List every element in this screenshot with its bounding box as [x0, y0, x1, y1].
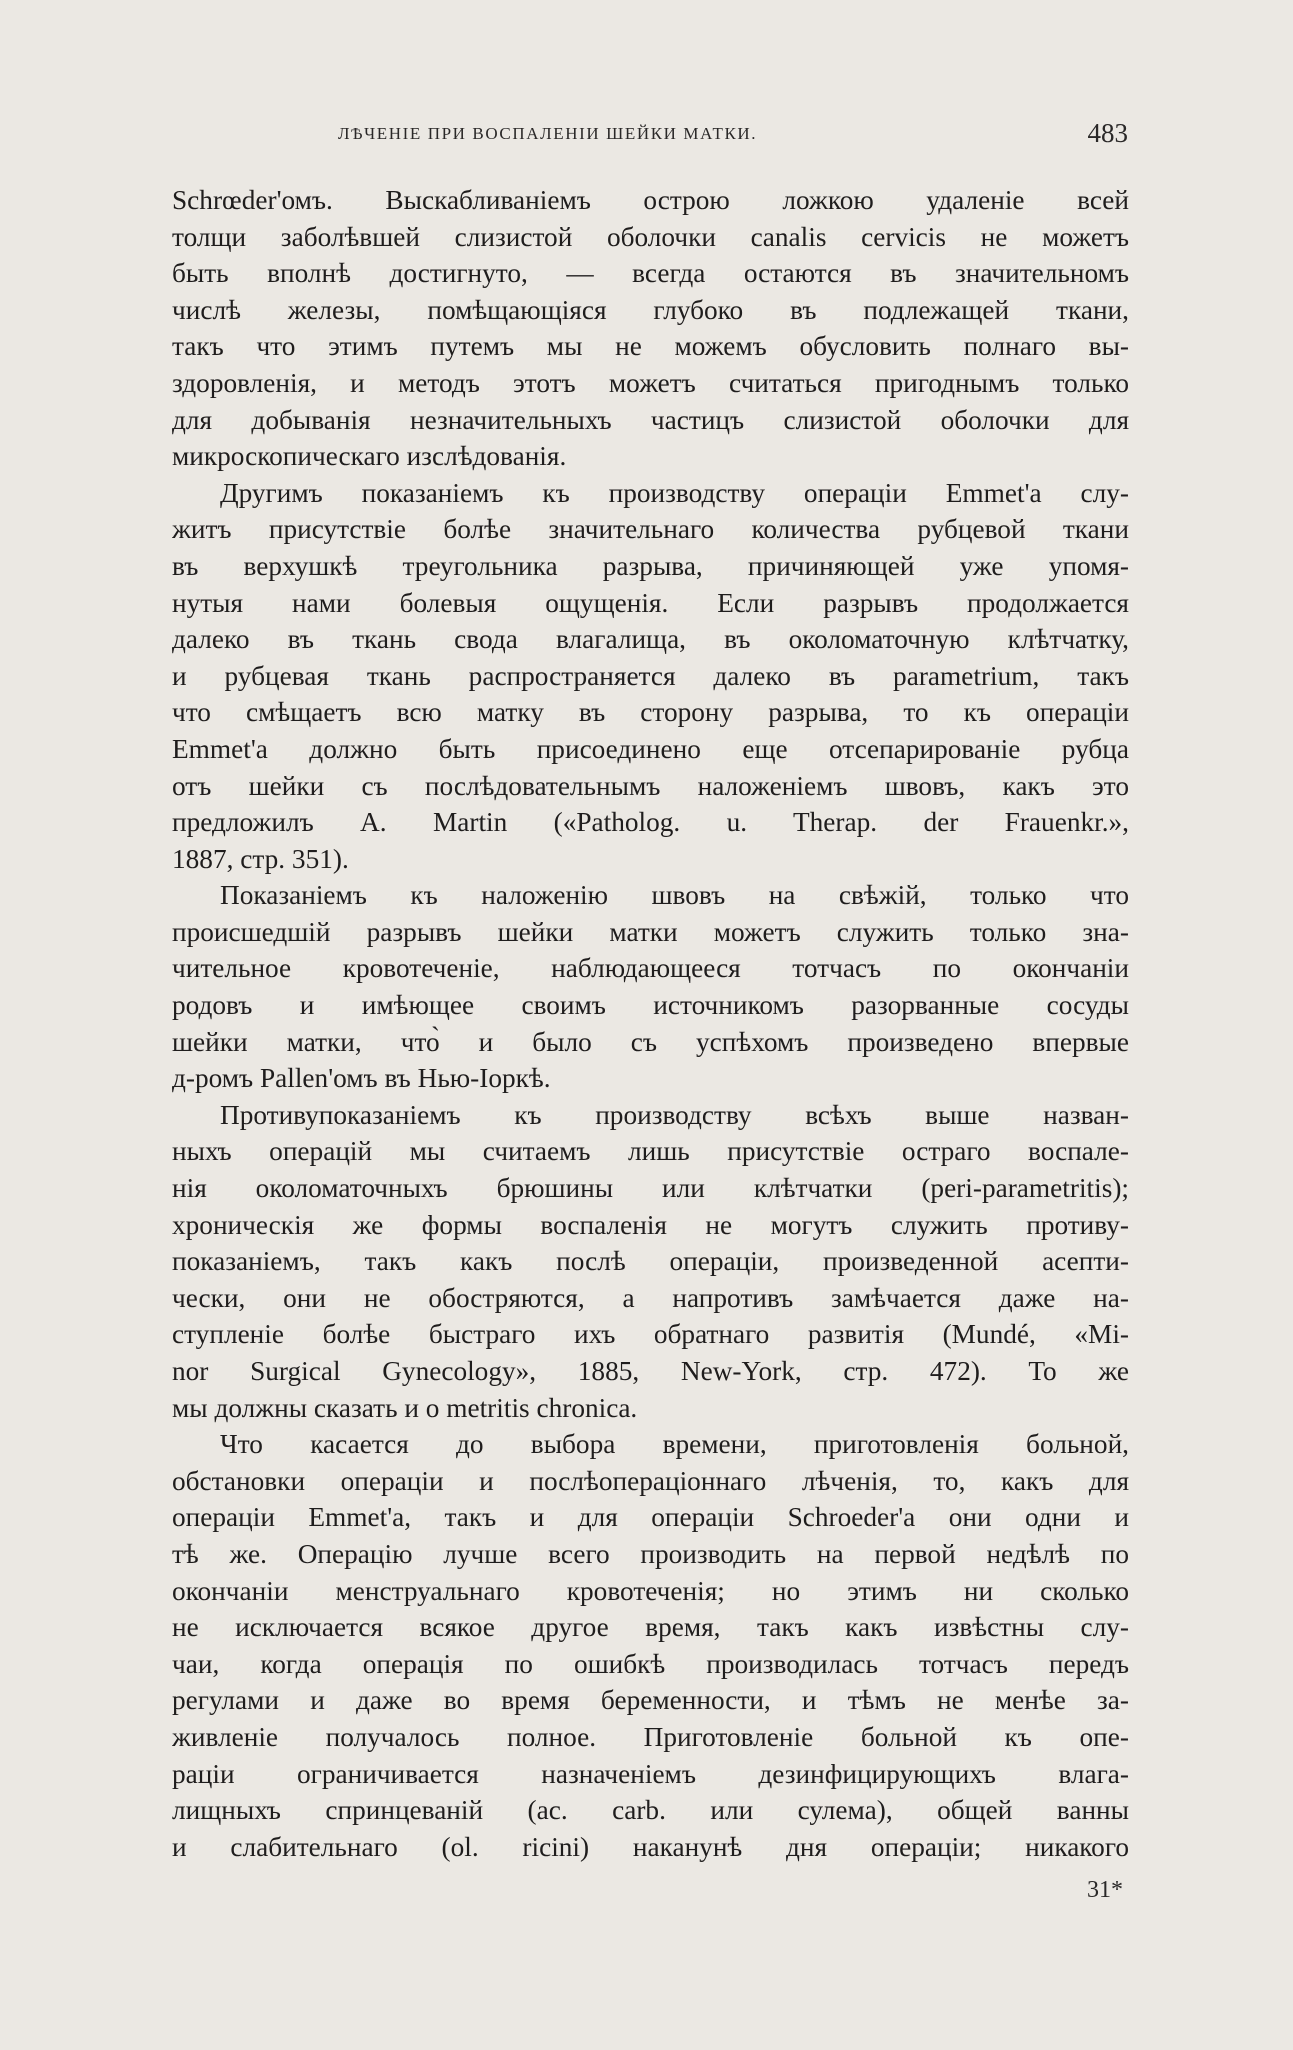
text-line: чительное кровотеченіе, наблюдающееся тотчасъ по окончаніи: [172, 953, 1129, 984]
text-line: быть вполнѣ достигнуто, — всегда остаются въ значительномъ: [172, 258, 1129, 289]
text-line: шейки матки, что̀ и было съ успѣхомъ произведено впервые: [172, 1026, 1129, 1057]
text-line: житъ присутствіе болѣе значительнаго количества рубцевой ткани: [172, 514, 1129, 545]
text-line: чаи, когда операція по ошибкѣ производилась тотчасъ передъ: [172, 1648, 1129, 1679]
text-line: хроническія же формы воспаленія не могутъ служить противу-: [172, 1209, 1129, 1240]
text-line: nor Surgical Gynecology», 1885, New-York, стр. 472). То же: [172, 1356, 1129, 1386]
running-head: ЛѢЧЕНІЕ ПРИ ВОСПАЛЕНІИ ШЕЙКИ МАТКИ.: [338, 124, 758, 143]
text-line: для добыванія незначительныхъ частицъ слизистой оболочки для: [172, 404, 1129, 435]
text-line: мы должны сказать и о metritis chronica.: [172, 1392, 638, 1423]
text-line: операціи Emmet'а, такъ и для операціи Schroeder'а они одни и: [172, 1502, 1129, 1533]
text-line: не исключается всякое другое время, такъ какъ извѣстны слу-: [172, 1612, 1129, 1643]
text-line: далеко въ ткань свода влагалища, въ околоматочную клѣтчатку,: [172, 624, 1129, 655]
signature-mark: 31*: [1087, 1877, 1123, 1903]
text-line: здоровленія, и методъ этотъ можетъ считаться пригоднымъ только: [172, 367, 1129, 398]
text-line: д-ромъ Pallen'омъ въ Нью-Іоркѣ.: [172, 1063, 551, 1094]
text-line: и слабительнаго (ol. ricini) наканунѣ дня операціи; никакого: [172, 1831, 1129, 1862]
text-line: регулами и даже во время беременности, и тѣмъ не менѣе за-: [172, 1685, 1129, 1716]
text-line: Что касается до выбора времени, приготовленія больной,: [220, 1429, 1129, 1460]
text-line: 1887, стр. 351).: [172, 843, 349, 874]
text-line: обстановки операціи и послѣопераціоннаго лѣченія, то, какъ для: [172, 1465, 1129, 1496]
text-line: родовъ и имѣющее своимъ источникомъ разорванные сосуды: [172, 990, 1129, 1021]
text-line: Schrœder'омъ. Выскабливаніемъ острою ложкою удаленіе всей: [172, 185, 1129, 215]
text-line: показаніемъ, такъ какъ послѣ операціи, произведенной асепти-: [172, 1246, 1129, 1277]
text-line: предложилъ A. Martin («Patholog. u. Therap. der Frauenkr.»,: [172, 807, 1129, 838]
text-line: чески, они не обостряются, а напротивъ замѣчается даже на-: [172, 1282, 1129, 1313]
text-line: числѣ железы, помѣщающіяся глубоко въ подлежащей ткани,: [172, 294, 1129, 325]
text-line: и рубцевая ткань распространяется далеко въ parametrium, такъ: [172, 660, 1129, 691]
text-line: Показаніемъ къ наложенію швовъ на свѣжій, только что: [220, 880, 1129, 911]
text-line: микроскопическаго изслѣдованія.: [172, 441, 567, 472]
text-line: Emmet'а должно быть присоединено еще отсепарированіе рубца: [172, 733, 1129, 764]
text-line: происшедшій разрывъ шейки матки можетъ служить только зна-: [172, 916, 1129, 947]
text-line: тѣ же. Операцію лучше всего производить на первой недѣлѣ по: [172, 1538, 1129, 1569]
text-line: живленіе получалось полное. Приготовленіе больной къ опе-: [172, 1721, 1129, 1752]
text-line: ступленіе болѣе быстраго ихъ обратнаго развитія (Mundé, «Mi-: [172, 1319, 1129, 1350]
text-line: такъ что этимъ путемъ мы не можемъ обусловить полнаго вы-: [172, 331, 1129, 362]
text-line: Противупоказаніемъ къ производству всѣхъ выше назван-: [220, 1099, 1129, 1130]
text-line: нутыя нами болевыя ощущенія. Если разрывъ продолжается: [172, 587, 1129, 618]
page-number: 483: [1087, 118, 1128, 148]
text-line: отъ шейки съ послѣдовательнымъ наложеніемъ швовъ, какъ это: [172, 770, 1129, 801]
text-line: нія околоматочныхъ брюшины или клѣтчатки (peri-parametritis);: [172, 1173, 1129, 1204]
text-line: раціи ограничивается назначеніемъ дезинфицирующихъ влага-: [172, 1758, 1129, 1789]
text-line: Другимъ показаніемъ къ производству операціи Emmet'а слу-: [220, 477, 1129, 508]
body-text: [172, 182, 1129, 1865]
page-header: [338, 118, 1128, 158]
text-line: въ верхушкѣ треугольника разрыва, причиняющей уже упомя-: [172, 550, 1129, 581]
text-line: лищныхъ спринцеваній (ac. carb. или сулема), общей ванны: [172, 1795, 1129, 1826]
text-line: окончаніи менструальнаго кровотеченія; но этимъ ни сколько: [172, 1575, 1129, 1606]
text-line: ныхъ операцій мы считаемъ лишь присутствіе остраго воспале-: [172, 1136, 1129, 1167]
text-line: толщи заболѣвшей слизистой оболочки canalis cervicis не можетъ: [172, 221, 1129, 252]
text-line: что смѣщаетъ всю матку въ сторону разрыва, то къ операціи: [172, 697, 1129, 728]
